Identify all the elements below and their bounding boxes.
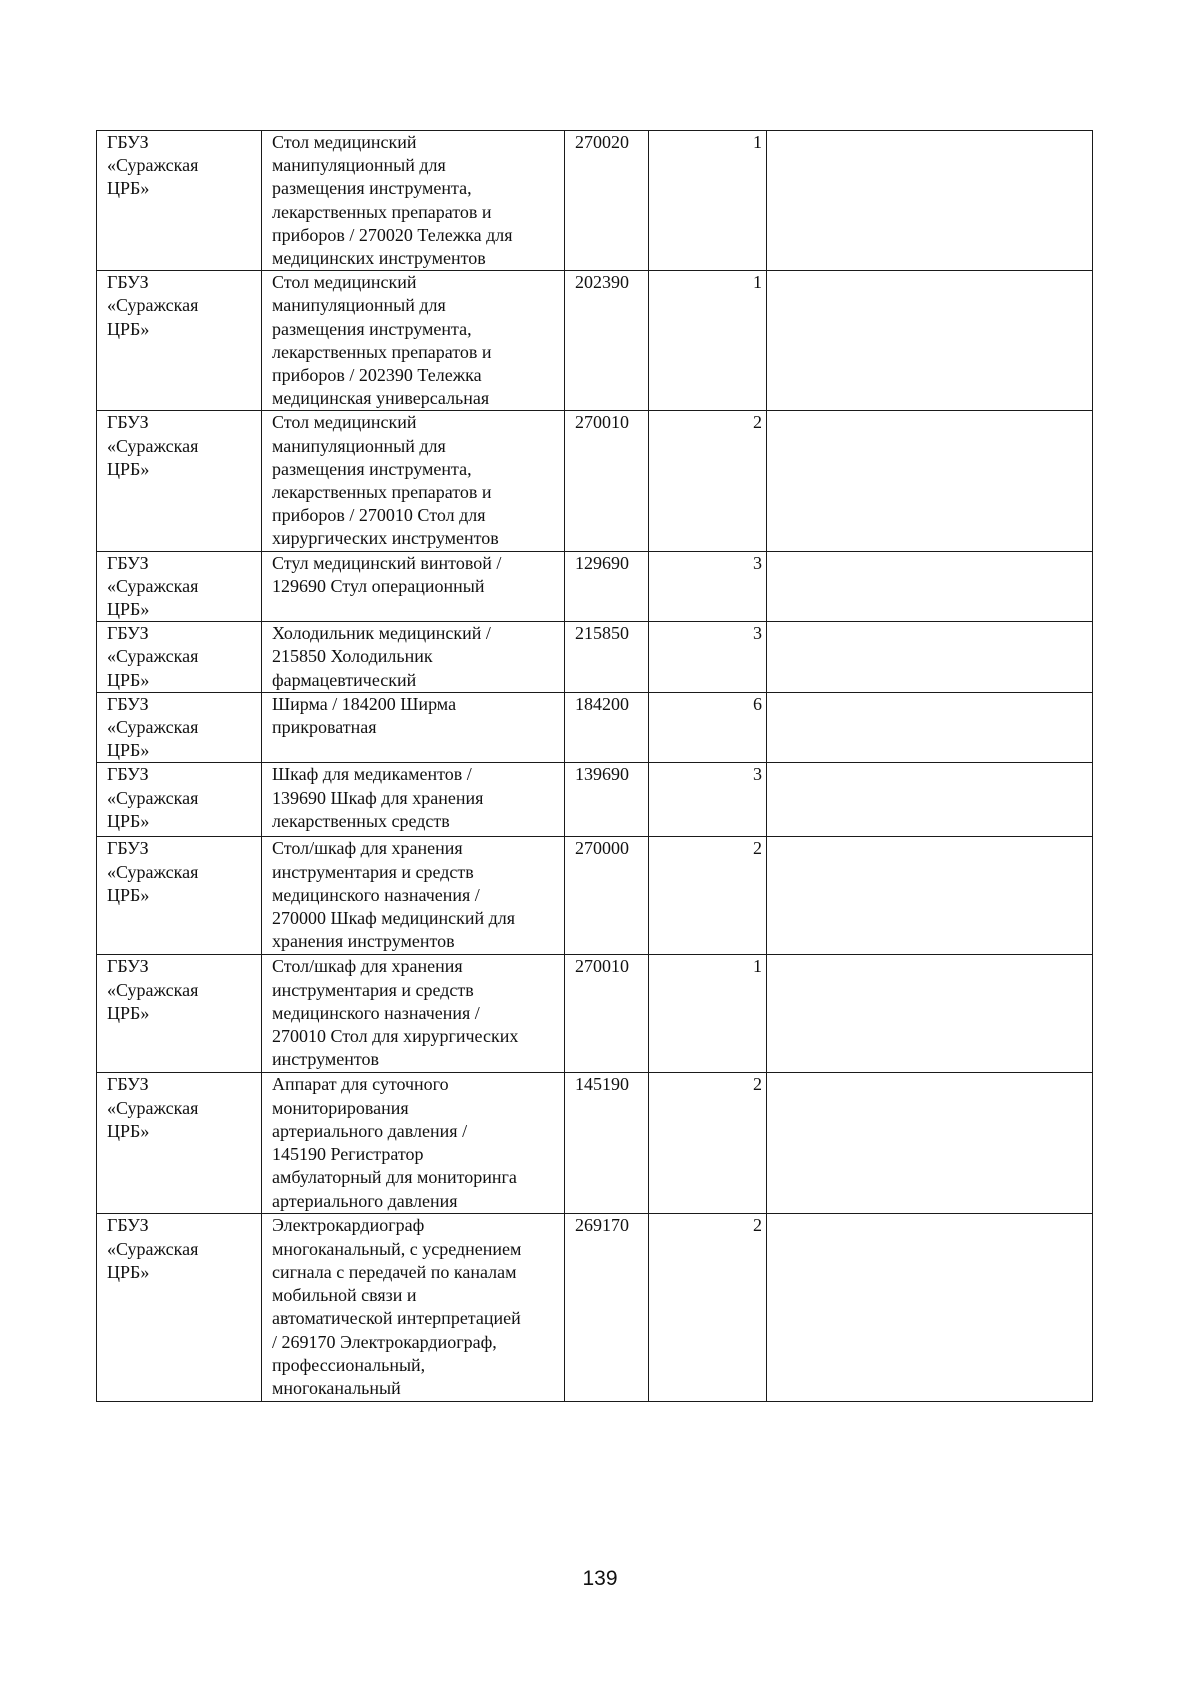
code-cell: 215850 <box>565 622 649 693</box>
equipment-name-cell: Стол медицинский манипуляционный для размещения инструмента, лекарственных препаратов и приборов / 202390 Тележка медицинская универсальная <box>262 271 565 411</box>
quantity-cell: 2 <box>649 1214 767 1402</box>
table-row <box>97 837 1093 955</box>
note-cell <box>767 955 1093 1073</box>
code-cell: 270020 <box>565 131 649 271</box>
organization-cell: ГБУЗ «Суражская ЦРБ» <box>97 692 262 763</box>
table-row <box>97 763 1093 837</box>
organization-cell: ГБУЗ «Суражская ЦРБ» <box>97 622 262 693</box>
equipment-name-cell: Стол/шкаф для хранения инструментария и средств медицинского назначения / 270000 Шкаф медицинский для хранения инструментов <box>262 837 565 955</box>
organization-cell: ГБУЗ «Суражская ЦРБ» <box>97 271 262 411</box>
equipment-name-cell: Холодильник медицинский / 215850 Холодильник фармацевтический <box>262 622 565 693</box>
note-cell <box>767 622 1093 693</box>
equipment-name-cell: Стол/шкаф для хранения инструментария и средств медицинского назначения / 270010 Стол для хирургических инструментов <box>262 955 565 1073</box>
table-row <box>97 131 1093 271</box>
organization-cell: ГБУЗ «Суражская ЦРБ» <box>97 131 262 271</box>
equipment-name-cell: Стол медицинский манипуляционный для размещения инструмента, лекарственных препаратов и приборов / 270020 Тележка для медицинских инструментов <box>262 131 565 271</box>
note-cell <box>767 271 1093 411</box>
table-row <box>97 955 1093 1073</box>
note-cell <box>767 837 1093 955</box>
table-row <box>97 1073 1093 1214</box>
note-cell <box>767 692 1093 763</box>
organization-cell: ГБУЗ «Суражская ЦРБ» <box>97 955 262 1073</box>
equipment-name-cell: Ширма / 184200 Ширма прикроватная <box>262 692 565 763</box>
code-cell: 129690 <box>565 551 649 622</box>
equipment-table <box>96 130 1093 1402</box>
quantity-cell: 3 <box>649 622 767 693</box>
code-cell: 184200 <box>565 692 649 763</box>
table-row <box>97 692 1093 763</box>
quantity-cell: 1 <box>649 131 767 271</box>
code-cell: 202390 <box>565 271 649 411</box>
organization-cell: ГБУЗ «Суражская ЦРБ» <box>97 763 262 837</box>
organization-cell: ГБУЗ «Суражская ЦРБ» <box>97 837 262 955</box>
table-row <box>97 411 1093 551</box>
code-cell: 269170 <box>565 1214 649 1402</box>
organization-cell: ГБУЗ «Суражская ЦРБ» <box>97 551 262 622</box>
quantity-cell: 2 <box>649 411 767 551</box>
note-cell <box>767 551 1093 622</box>
equipment-name-cell: Шкаф для медикаментов / 139690 Шкаф для хранения лекарственных средств <box>262 763 565 837</box>
equipment-name-cell: Стул медицинский винтовой / 129690 Стул операционный <box>262 551 565 622</box>
organization-cell: ГБУЗ «Суражская ЦРБ» <box>97 411 262 551</box>
quantity-cell: 1 <box>649 955 767 1073</box>
code-cell: 270010 <box>565 411 649 551</box>
table-row <box>97 1214 1093 1402</box>
organization-cell: ГБУЗ «Суражская ЦРБ» <box>97 1073 262 1214</box>
equipment-name-cell: Аппарат для суточного мониторирования артериального давления / 145190 Регистратор амбулаторный для мониторинга артериального давления <box>262 1073 565 1214</box>
quantity-cell: 3 <box>649 551 767 622</box>
page-number: 139 <box>582 1567 618 1590</box>
table-row <box>97 622 1093 693</box>
note-cell <box>767 1073 1093 1214</box>
table-row <box>97 551 1093 622</box>
note-cell <box>767 763 1093 837</box>
equipment-table-body <box>97 131 1093 1402</box>
equipment-name-cell: Электрокардиограф многоканальный, с усреднением сигнала с передачей по каналам мобильной связи и автоматической интерпретацией / 269170 Электрокардиограф, профессиональный, многоканальный <box>262 1214 565 1402</box>
note-cell <box>767 411 1093 551</box>
table-row <box>97 271 1093 411</box>
code-cell: 270010 <box>565 955 649 1073</box>
quantity-cell: 2 <box>649 837 767 955</box>
quantity-cell: 1 <box>649 271 767 411</box>
code-cell: 145190 <box>565 1073 649 1214</box>
note-cell <box>767 131 1093 271</box>
equipment-name-cell: Стол медицинский манипуляционный для размещения инструмента, лекарственных препаратов и приборов / 270010 Стол для хирургических инструментов <box>262 411 565 551</box>
note-cell <box>767 1214 1093 1402</box>
quantity-cell: 6 <box>649 692 767 763</box>
code-cell: 139690 <box>565 763 649 837</box>
quantity-cell: 3 <box>649 763 767 837</box>
quantity-cell: 2 <box>649 1073 767 1214</box>
code-cell: 270000 <box>565 837 649 955</box>
organization-cell: ГБУЗ «Суражская ЦРБ» <box>97 1214 262 1402</box>
